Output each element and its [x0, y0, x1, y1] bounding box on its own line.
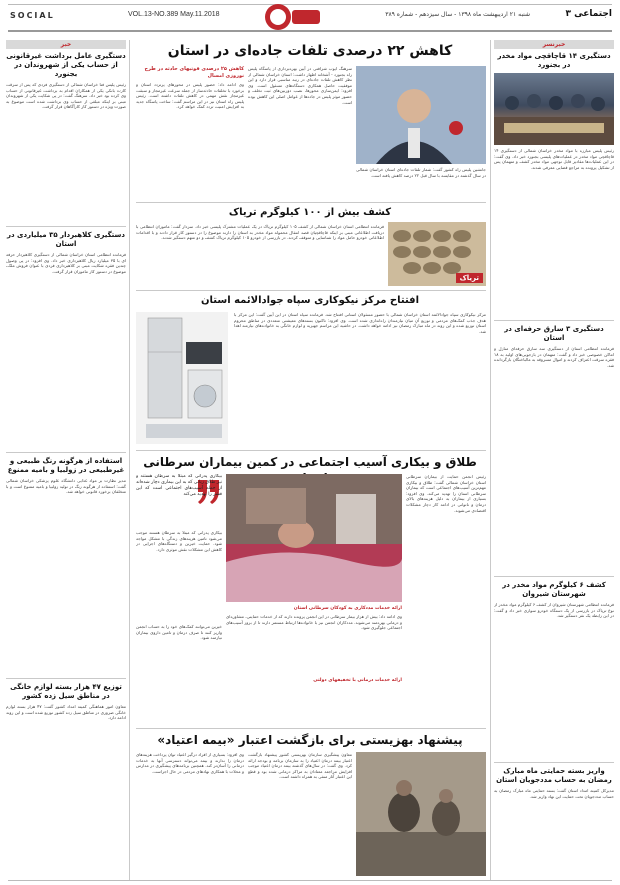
left-column-separator: [129, 40, 130, 880]
patient-in-bed-image: [226, 474, 402, 602]
right-story-1-title: دستگیری ۱۴ قاچاقچی مواد مخدر در بجنورد: [497, 52, 611, 69]
story5-body-b: وی افزود: بسیاری از افراد درگیر اعتیاد توان پرداخت هزینه‌های درمان را ندارند و بیمه می‌تواند دسترسی آنها به خدمات درمانی را آسان‌تر کند. همچنین برنامه‌های پیشگیری در مدارس و محلات با همکاری نهادهای مردمی در حال اجراست.: [136, 752, 244, 774]
story2-body: فرمانده انتظامی استان خراسان شمالی از کشف ۱۰۵ کیلوگرم تریاک در یک عملیات مشترک پلیسی خبر داد. سردار گفت: ماموران انتظامی با دریافت اطلاعاتی مبنی بر اینکه قاچاقچیان قصد انتقال محموله مواد مخدر به استان را دارند موضوع را در دستور کار قرار دادند و با اقدامات اطلاعاتی خودرو حامل مواد را شناسایی و متوقف کردند. در بازرسی از خودرو ۱۰۵ کیلوگرم تریاک کشف و دو متهم دستگیر شدند.: [136, 224, 384, 241]
story1-body-a: سرهنگ ایوب شرافتی در آیین بهره‌برداری از پاسگاه پلیس راه بجنورد - آشخانه اظهار داشت: استان خراسان شمالی از نظر کاهش تلفات جاده‌ای در رتبه مناسبی قرار دارد و این موفقیت حاصل همکاری دستگاه‌های مسئول است. وی افزود: ایمن‌سازی محورها، نصب دوربین‌های ثبت تخلف و حضور موثر پلیس در جاده‌ها از عوامل اصلی این کاهش بوده است.: [248, 66, 352, 105]
right-story-3-title: کشف ۶ کیلوگرم مواد مخدر در شهرستان شیروان: [502, 581, 606, 598]
opium-photo-label: تریاک: [456, 273, 483, 283]
story2-headline: کشف بیش از ۱۰۰ کیلوگرم تریاک: [228, 207, 392, 218]
right-column: [494, 40, 614, 880]
main-divider-3: [136, 450, 486, 451]
story3-body: مرکز نیکوکاری سپاه جوادالائمه استان خراسان شمالی با حضور مسئولان استانی افتتاح شد. فرمانده سپاه استان در این آیین گفت: این مرکز با هدف جذب کمک‌های مردمی و توزیع آن میان نیازمندان راه‌اندازی شده است. وی افزود: تاکنون بسته‌های معیشتی متعددی در مناطق محروم استان توزیع شده و این روند در ماه مبارک رمضان نیز ادامه خواهد داشت. در حاشیه این مراسم جهیزیه و لوازم خانگی به خانواده‌های نیازمند اهدا شد.: [234, 312, 486, 334]
story4-sub-kicker-2: ارائه خدمات درمانی با تخفیفهای دولتی: [313, 678, 402, 683]
left-divider-3: [6, 678, 126, 679]
story4-sub-kicker: ارائه خدمات مددکاری به کودکان سرطانی استان: [293, 606, 402, 611]
addicts-on-street-image: [356, 752, 486, 876]
section-label-left: SOCIAL: [10, 11, 55, 20]
official-portrait-image: [356, 66, 486, 164]
official-photo: [356, 66, 486, 164]
right-story-4-body: مدیرکل کمیته امداد استان گفت: بسته حمایتی ماه مبارک رمضان به حساب مددجویان تحت حمایت این نهاد واریز شد.: [494, 788, 614, 799]
right-column-tag: خبرنسر: [494, 40, 614, 49]
right-divider-3: [494, 762, 614, 763]
right-divider-2: [494, 576, 614, 577]
story4-body-c: بیکاری پدرانی که مبتلا به سرطان هستند موجب می‌شود تامین هزینه‌های زندگی با مشکل مواجه شود. حمایت خیرین و دستگاه‌های اجرایی در کاهش این مشکلات نقش موثری دارد.: [136, 530, 222, 552]
arrested-smugglers-image: [494, 73, 614, 145]
main-divider-4: [136, 728, 486, 729]
main-divider-1: [136, 202, 486, 203]
issue-info: VOL.13-NO.389 May.11.2018: [128, 11, 220, 18]
appliances-photo: [136, 312, 228, 444]
story1-headline: کاهش ۲۲ درصدی تلفات جاده‌ای در استان: [167, 43, 453, 59]
right-story-2-title: دستگیری ۳ سارق حرفه‌ای در استان: [504, 325, 604, 342]
left-divider-2: [6, 452, 126, 453]
right-story-2-body: فرمانده انتظامی استان از دستگیری سه سارق حرفه‌ای منازل و اماکن خصوصی خبر داد و گفت: متهمان در بازجویی‌های اولیه به ۱۸ فقره سرقت اعتراف کردند و اموال مسروقه به مالباختگان بازگردانده شد.: [494, 346, 614, 368]
left-story-2-title: دستگیری کلاهبردار ۳۵ میلیاردی در استان: [6, 231, 125, 248]
story5-headline: پیشنهاد بهزیستی برای بازگشت اعتبار «بیمه اعتیاد»: [157, 733, 463, 747]
story4-headline: طلاق و بیکاری آسیب اجتماعی در کمین بیماران سرطانی: [143, 455, 477, 469]
story4-body-b: وی ادامه داد: بیش از هزار بیمار سرطانی در این انجمن پرونده دارند که از خدمات حمایتی، مشاوره‌ای و درمانی بهره‌مند می‌شوند. مددکاران انجمن نیز با خانواده‌ها ارتباط مستمر دارند تا از بروز آسیب‌های اجتماعی جلوگیری شود.: [226, 614, 402, 631]
addiction-photo: [356, 752, 486, 876]
right-story-1-body: رئیس پلیس مبارزه با مواد مخدر خراسان شمالی از دستگیری ۱۴ قاچاقچی مواد مخدر در عملیات‌های پلیسی بجنورد خبر داد. وی گفت: در این عملیات‌ها مقادیر قابل توجهی مواد مخدر کشف و متهمان پس از تشکیل پرونده به مراجع قضایی معرفی شدند.: [494, 148, 614, 170]
section-label-right: اجتماعی ۳: [565, 9, 612, 19]
right-divider-1: [494, 320, 614, 321]
story1-kicker: کاهش ۲۵ درصدی فوتیهای حادثه در طرح نوروزی امسال: [144, 66, 244, 79]
left-divider-1: [6, 226, 126, 227]
cancer-patient-photo: [226, 474, 402, 602]
left-column-tag: خبر: [6, 40, 126, 49]
masthead: [0, 0, 620, 40]
story1-photo-caption: جانشین پلیس راه کشور گفت: شمار تلفات جاده‌ای استان خراسان شمالی در سال گذشته در مقایسه با سال قبل ۲۲ درصد کاهش یافته است.: [356, 167, 486, 178]
left-column: [6, 40, 126, 880]
left-story-3-title: استفاده از هرگونه رنگ طبیعی و غیرطبیعی در زولبیا و بامیه ممنوع: [7, 457, 125, 474]
left-story-3-body: مدیر نظارت بر مواد غذایی دانشگاه علوم پزشکی خراسان شمالی گفت: استفاده از هرگونه رنگ در تولید زولبیا و بامیه ممنوع است و با متخلفان برخورد قانونی خواهد شد.: [6, 478, 126, 495]
masthead-bottom-rule: [8, 30, 612, 32]
left-story-1-body: رئیس پلیس فتا خراسان شمالی از دستگیری فردی که پس از سرقت کارت بانکی یکی از همکاران اقدام به برداشت غیرقانونی از حساب وی کرده بود خبر داد. سرهنگ گفت: در پی شکایت یکی از شهروندان مبنی بر اینکه مبلغی از حساب وی برداشت شده است موضوع به صورت ویژه در دستور کار کارآگاهان قرار گرفت.: [6, 82, 126, 110]
opium-photo: [388, 222, 486, 286]
arrested-smugglers-photo: [494, 73, 614, 145]
date-line: شنبه ۲۱ اردیبهشت ماه ۱۳۹۸ - سال سیزدهم - شماره ۳۸۹: [385, 11, 530, 18]
main-divider-2: [136, 290, 486, 291]
story5-body-a: معاون پیشگیری سازمان بهزیستی کشور پیشنهاد بازگشت اعتبار بیمه درمان اعتیاد را به سازمان برنامه و بودجه ارائه کرد. وی گفت: در سال‌های گذشته بیمه درمان اعتیاد موجب افزایش مراجعه معتادان به مراکز درمانی شده بود و قطع این اعتبار آثار منفی به همراه داشته است.: [248, 752, 352, 780]
left-story-4-title: توزیع ۴۷ هزار بسته لوازم خانگی در مناطق سیل زده کشور: [10, 683, 122, 700]
logo-mark: [258, 2, 324, 32]
bottom-rule: [8, 880, 612, 881]
story4-body-a: رئیس انجمن حمایت از بیماران سرطانی استان خراسان شمالی گفت: طلاق و بیکاری مهم‌ترین آسیب‌های اجتماعی است که بیماران سرطانی استان را تهدید می‌کند. وی افزود: بسیاری از بیماران به دلیل هزینه‌های بالای درمان و ناتوانی در ادامه کار دچار مشکلات اقتصادی می‌شوند.: [406, 474, 486, 513]
home-appliances-image: [136, 312, 228, 444]
right-column-separator: [490, 40, 491, 880]
story4-body-d: خیرین می‌توانند کمک‌های خود را به حساب انجمن واریز کنند تا صرف درمان و تامین داروی بیماران نیازمند شود.: [136, 624, 222, 641]
story1-body-b: وی ادامه داد: حضور پلیس در محورهای پرتردد استان و برخورد با تخلفات حادثه‌ساز از جمله سرعت غیرمجاز و سبقت غیرمجاز نقش مهمی در کاهش تلفات داشته است. رئیس پلیس راه استان نیز در این مراسم گفت: ساخت پاسگاه جدید به افزایش امنیت تردد کمک خواهد کرد.: [136, 82, 244, 110]
logo: [258, 2, 324, 32]
left-story-2-body: فرمانده انتظامی استان خراسان شمالی از دستگیری کلاهبردار حرفه ای با ۳۵ میلیارد ریال کلاهبرداری خبر داد. وی افزود: در پی وصول چندین فقره شکایت مبنی بر کلاهبرداری فردی با عنوان فروش ملک، موضوع در دستور کار ماموران قرار گرفت.: [6, 252, 126, 274]
story3-headline: افتتاح مرکز نیکوکاری سپاه جوادالائمه استان: [200, 295, 419, 306]
left-story-1-title: دستگیری عامل برداشت غیرقانونی از حساب یکی از شهروندان در بجنورد: [6, 52, 126, 78]
story4-pull-quote: بیکاری پدرانی که مبتلا به سرطان هستند و نیز طلاق زنانی که به این بیماری دچار شده‌اند از جمله آسیب‌های اجتماعی است که این قشر را تهدید می‌کند: [136, 474, 222, 497]
right-story-3-body: فرمانده انتظامی شهرستان شیروان از کشف ۶ کیلوگرم مواد مخدر از نوع تریاک در بازرسی از یک دستگاه خودرو سواری خبر داد و گفت: در این رابطه یک نفر دستگیر شد.: [494, 602, 614, 619]
left-story-4-body: معاون امور هماهنگی کمیته امداد کشور گفت: ۴۷ هزار بسته لوازم خانگی ضروری در مناطق سیل زده کشور توزیع شده است و این روند ادامه دارد.: [6, 704, 126, 721]
right-story-4-title: واریز بسته حمایتی ماه مبارک رمضان به حساب مددجویان استان: [496, 767, 612, 784]
